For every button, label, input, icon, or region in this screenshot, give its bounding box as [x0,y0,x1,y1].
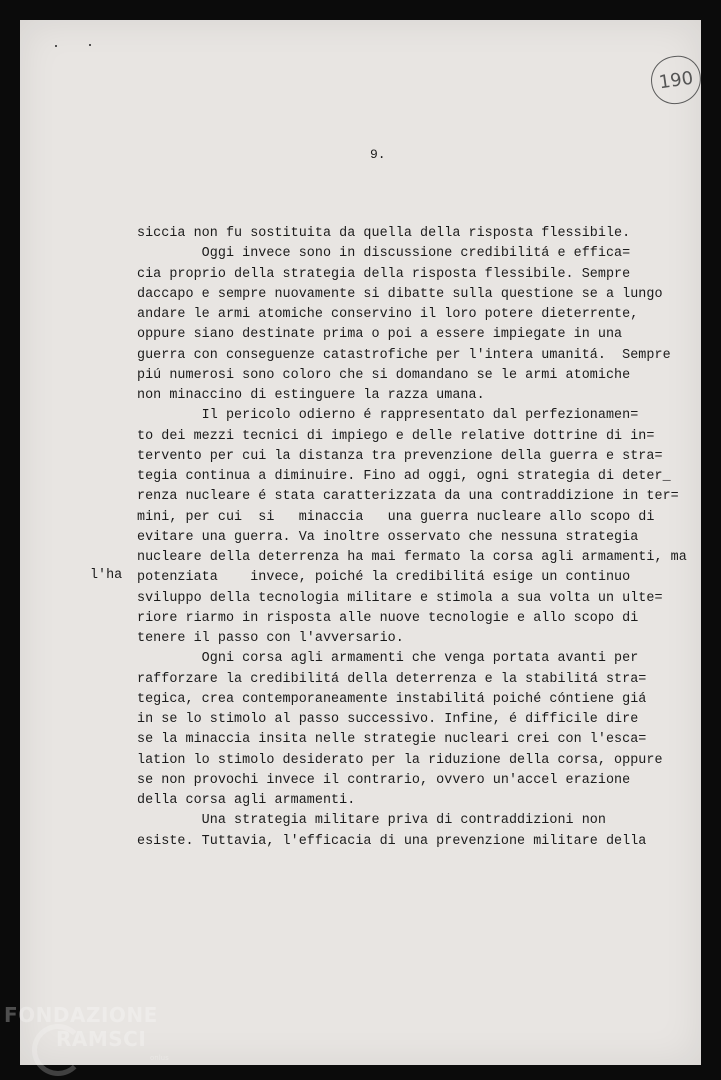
watermark-subtitle: RAMSCI [56,1027,147,1051]
ink-speck [55,45,57,47]
text-line: siccia non fu sostituita da quella della risposta flessibile. [137,226,631,241]
text-line: Ogni corsa agli armamenti che venga portata avanti per [137,651,639,667]
text-line: tegia continua a diminuire. Fino ad oggi, ogni strategia di deter_ [137,469,671,484]
handwritten-margin-note: l'ha [90,568,123,583]
text-line: se non provochi invece il contrario, ovvero un'accel erazione [137,772,631,788]
text-line: Il pericolo odierno é rappresentato dal perfezionamen= [137,408,639,424]
text-line: andare le armi atomiche conservino il loro potere dieterrente, [137,307,639,322]
text-line: cia proprio della strategia della risposta flessibile. Sempre [137,266,631,282]
text-line: oppure siano destinate prima o poi a essere impiegate in una [137,327,623,343]
text-line: non minaccino di estinguere la razza umana. [137,388,485,403]
archive-page-stamp: 190 [648,53,704,107]
text-line: Oggi invece sono in discussione credibilitá e effica= [137,246,631,262]
text-line: guerra con conseguenze catastrofiche per l'intera umanitá. Sempre [137,347,671,363]
text-line: tervento per cui la distanza tra prevenzione della guerra e stra= [137,448,663,464]
text-line: se la minaccia insita nelle strategie nucleari crei con l'esca= [137,732,647,748]
text-line: Una strategia militare priva di contraddizioni non [137,813,606,829]
watermark-suffix: onlus [150,1054,169,1062]
text-line: in se lo stimolo al passo successivo. Infine, é difficile dire [137,712,639,727]
text-line: lation lo stimolo desiderato per la riduzione della corsa, oppure [137,752,663,768]
text-line: tenere il passo con l'avversario. [137,631,404,646]
text-line: della corsa agli armamenti. [137,793,356,808]
ink-speck [89,44,91,46]
text-line: nucleare della deterrenza ha mai fermato la corsa agli armamenti, ma [137,550,687,565]
text-line: piú numerosi sono coloro che si domandano se le armi atomiche [137,367,631,383]
text-line: potenziata invece, poiché la credibilitá esige un continuo [137,570,631,586]
text-line: esiste. Tuttavia, l'efficacia di una prevenzione militare della [137,833,647,849]
text-line: riore riarmo in risposta alle nuove tecnologie e allo scopo di [137,610,639,626]
text-line: rafforzare la credibilitá della deterrenza e la stabilitá stra= [137,671,647,687]
text-line: renza nucleare é stata caratterizzata da una contraddizione in ter= [137,489,679,505]
text-line: mini, per cui si minaccia una guerra nucleare allo scopo di [137,509,655,525]
text-line: to dei mezzi tecnici di impiego e delle relative dottrine di in= [137,428,655,444]
text-line: tegica, crea contemporaneamente instabilitá poiché cóntiene giá [137,691,647,707]
text-line: daccapo e sempre nuovamente si dibatte sulla questione se a lungo [137,286,663,302]
text-line: evitare una guerra. Va inoltre osservato che nessuna strategia [137,529,639,545]
text-line: sviluppo della tecnologia militare e stimola a sua volta un ulte= [137,590,663,606]
page-number: 9. [370,147,386,162]
watermark-title: FONDAZIONE [4,1003,158,1027]
typed-body-text [137,224,697,852]
archive-watermark [4,1000,204,1075]
